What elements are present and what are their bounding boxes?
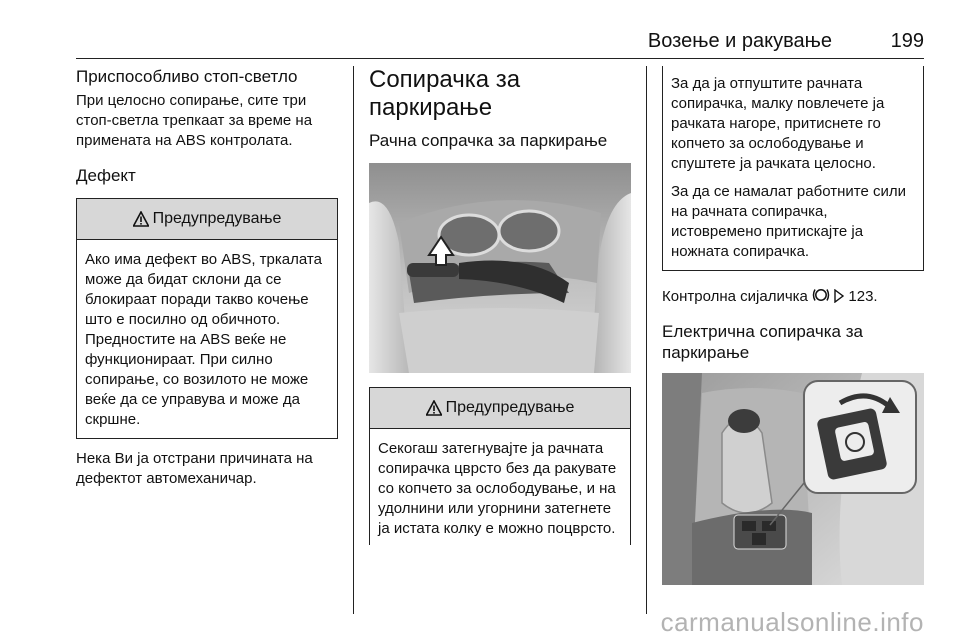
control-indicator-page-ref: 123. xyxy=(848,288,878,305)
column-3 xyxy=(662,66,924,585)
paragraph-mechanic: Нека Ви ја отстрани причината на дефектот автомеханичар. xyxy=(76,450,313,487)
continued-warning-box xyxy=(662,66,924,271)
subheading-electric-parking-brake: Електрична сопирачка за паркирање xyxy=(662,322,863,362)
warning-box-abs xyxy=(76,198,338,439)
brake-indicator-icon xyxy=(812,287,830,303)
section-heading-parking-brake: Сопирачка за паркирање xyxy=(369,66,521,121)
warning-body: Секогаш затегнувајте ја рачната сопирачка цврсто без да ракувате со копчето за ослободување, и на удолнини или угорнини затегнете ја истата колку е можно поцврсто. xyxy=(378,440,617,537)
warning-title: Предупредување xyxy=(152,210,282,227)
warning-triangle-icon xyxy=(426,400,442,416)
control-indicator-text: Контролна сијаличка xyxy=(662,288,808,305)
paragraph-adaptive-brake-light: При целосно сопирање, сите три стоп-светла трепкаат за време на примената на ABS контролата. xyxy=(76,92,313,149)
electric-parking-brake-photo xyxy=(662,373,924,585)
warning-triangle-icon xyxy=(133,211,149,227)
column-divider-1 xyxy=(353,66,354,614)
warning-title: Предупредување xyxy=(445,399,575,416)
subheading-manual-parking-brake: Рачна сопрачка за паркирање xyxy=(369,131,608,150)
paragraph-reduce-force: За да се намалат работните сили на рачната сопирачка, истовремено притискајте ја ножната сопирачка. xyxy=(671,183,906,260)
warning-box-parking-brake xyxy=(369,387,631,545)
manual-parking-brake-photo xyxy=(369,163,631,373)
section-heading-adaptive-brake-light: Приспособливо стоп-светло xyxy=(76,67,298,86)
reference-arrow-icon xyxy=(834,289,844,303)
header-rule xyxy=(76,58,924,59)
column-1 xyxy=(76,66,338,497)
page-number: 199 xyxy=(890,30,924,52)
header-title: Возење и ракување xyxy=(647,30,832,52)
warning-header xyxy=(77,199,337,240)
warning-body: Ако има дефект во ABS, тркалата може да бидат склони да се блокираат поради такво кочење што е посилно од обичното. Предностите на ABS веќе не функционираат. При силно сопирање, со возилото не може веќе да се управува и може да скршне. xyxy=(85,251,322,428)
column-2 xyxy=(369,66,631,555)
control-indicator-line xyxy=(662,287,924,307)
paragraph-release-brake: За да ја отпуштите рачната сопирачка, малку повлечете ја рачката нагоре, притиснете го копчето за ослободување и спуштете ја рачката целосно. xyxy=(671,75,885,172)
page-header xyxy=(0,0,960,60)
column-divider-2 xyxy=(646,66,647,614)
footer-watermark: carmanualsonline.info xyxy=(660,607,924,637)
warning-header xyxy=(370,388,630,429)
subheading-fault: Дефект xyxy=(76,166,136,185)
